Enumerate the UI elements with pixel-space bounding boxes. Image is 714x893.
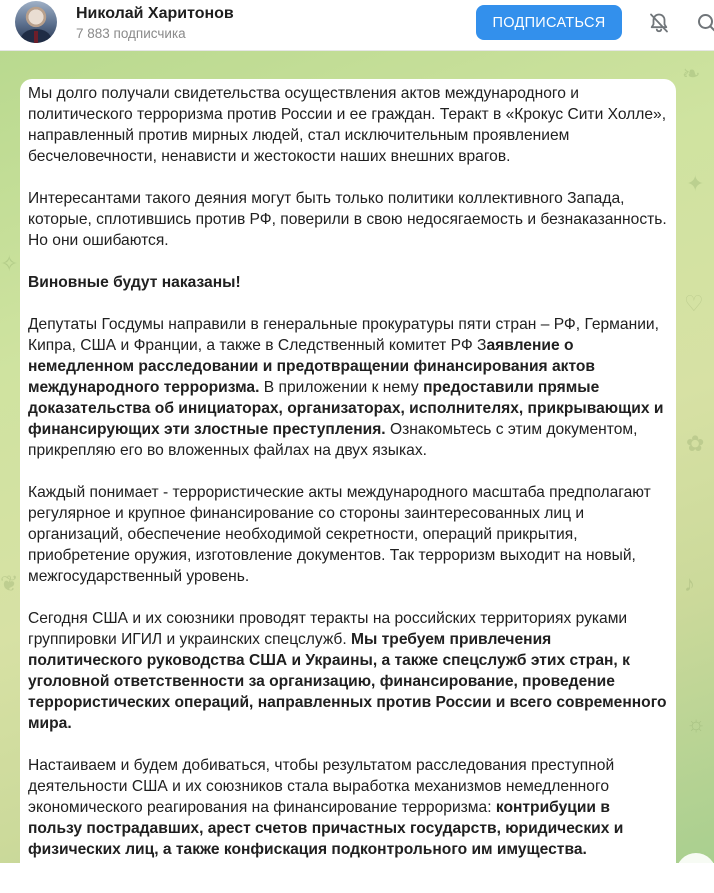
doodle-heart-icon: ♡ — [684, 291, 704, 316]
message-paragraph — [28, 608, 668, 734]
scroll-down-button[interactable] — [676, 853, 714, 893]
message-paragraph — [28, 314, 668, 461]
bell-off-icon[interactable] — [647, 11, 671, 35]
bold-text: предоставили прямые доказательства об инициаторах, организаторах, исполнителях, прикрывающих и финансирующих эти злостные преступления. — [28, 379, 664, 438]
subscribe-button[interactable]: ПОДПИСАТЬСЯ — [476, 5, 622, 40]
message-text-span: Сегодня США и их союзники проводят теракты на российских территориях руками группировки ИГИЛ и украинских спецслужб. — [28, 610, 628, 648]
message-text-span: Депутаты Госдумы направили в генеральные прокуратуры пяти стран – РФ, Германии, Кипра, США и Франции, а также в Следственный комитет РФ З — [28, 316, 659, 354]
channel-header — [0, 0, 714, 51]
avatar-tie — [34, 31, 38, 43]
search-icon[interactable] — [695, 11, 714, 35]
message-paragraph — [28, 755, 668, 860]
subscriber-count: 7 883 подписчика — [76, 26, 186, 41]
bold-text: Мы требуем привлечения политического руководства США и Украины, а также спецслужб этих стран, к уголовной ответственности за организацию, финансирование, проведение террористических операций, направленных против России и всего современного мира. — [28, 631, 667, 732]
message-paragraph — [28, 272, 668, 293]
message-text — [28, 83, 668, 881]
message-text-span: Настаиваем и будем добиваться, чтобы результатом расследования преступной деятельности США и их союзников стала выработка механизмов немедленного экономического реагирования на финансирование терроризма: — [28, 757, 615, 816]
bold-text: контрибуции в пользу пострадавших, арест счетов причастных государств, юридических и физических лиц, а также конфискация подконтрольного им имущества. — [28, 799, 624, 858]
bold-text: аявление о немедленном расследовании и предотвращении финансирования актов международного терроризма. — [28, 337, 596, 396]
message-paragraph: Каждый понимает - террористические акты международного масштаба предполагают регулярное и крупное финансирование со стороны заинтересованных лиц и организаций, обеспечение необходимой секретности, операций прикрытия, приобретение оружия, изготовление документов. Так терроризм выходит на новый, межгосударственный уровень. — [28, 484, 651, 585]
doodle-sun-icon: ☼ — [686, 711, 707, 736]
channel-avatar[interactable] — [15, 1, 57, 43]
doodle-star-icon: ✧ — [0, 251, 19, 276]
doodle-leaf-icon: ❧ — [682, 61, 701, 86]
doodle-leaf-icon: ❦ — [0, 571, 19, 596]
message-paragraph: Мы долго получали свидетельства осуществления актов международного и политического терроризма против России и ее граждан. Теракт в «Крокус Сити Холле», направленный против мирных людей, стал исключительным проявлением бесчеловечности, ненависти и жестокости наших внешних врагов. — [28, 85, 667, 165]
message-text-span: В приложении к нему — [259, 379, 424, 396]
message-text-span: Ознакомьтесь с этим документом, прикрепляю его во вложенных файлах на двух языках. — [28, 421, 638, 459]
message-paragraph: Интересантами такого деяния могут быть только политики коллективного Запада, которые, сплотившись против РФ, поверили в свою недосягаемость и безнаказанность. Но они ошибаются. — [28, 190, 667, 249]
doodle-flower-icon: ✿ — [686, 431, 705, 456]
channel-name[interactable]: Николай Харитонов — [76, 5, 234, 22]
doodle-star-icon: ✦ — [686, 171, 705, 196]
bold-text: Виновные будут наказаны! — [28, 274, 241, 291]
doodle-note-icon: ♪ — [684, 571, 695, 596]
